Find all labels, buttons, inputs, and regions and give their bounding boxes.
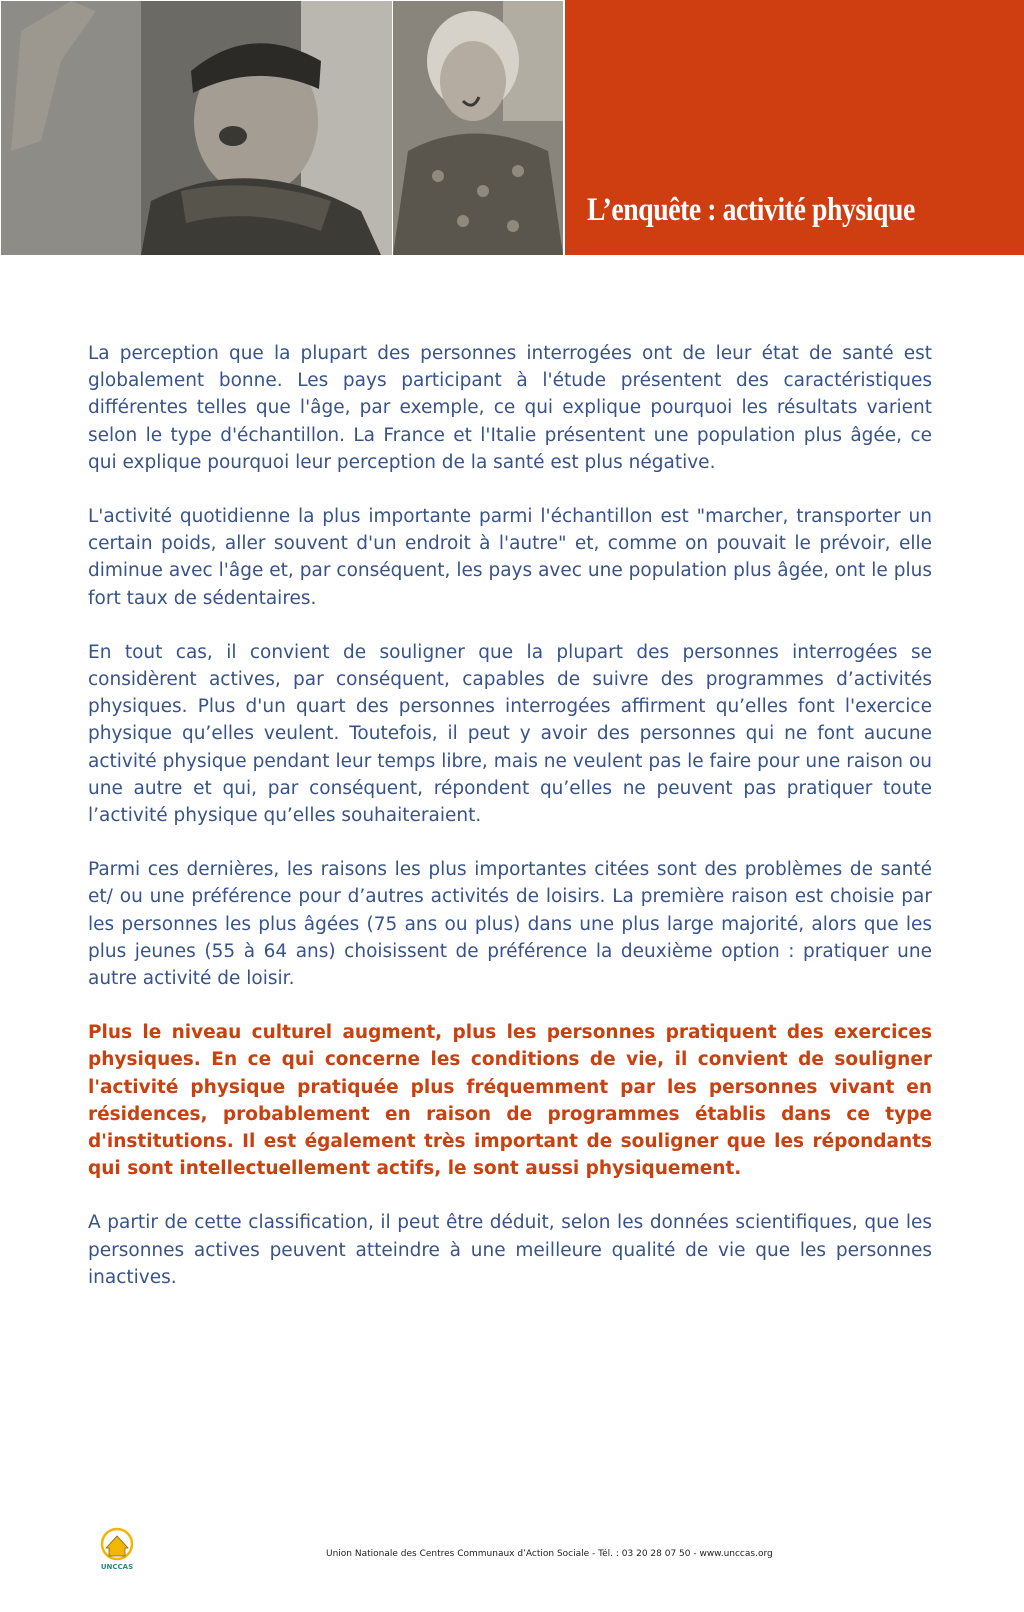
paragraph-daily-activity: L'activité quotidienne la plus importante parmi l'échantillon est "marcher, transporter un certain poids, aller souvent d'un endroit à l'autre" et, comme on pouvait le prévoir, elle diminue avec l'âge et, par conséquent, les pays avec une population plus âgée, ont le plus fort taux de sédentaires. <box>88 506 932 609</box>
paragraph-health-perception: La perception que la plupart des personnes interrogées ont de leur état de santé est globalement bonne. Les pays participant à l'étude présentent des caractéristiques différentes telles que l'âge, par exemple, ce qui explique pourquoi les résultats varient selon le type d'échantillon. La France et l'Italie présentent une population plus âgée, ce qui explique pourquoi leur perception de la santé est plus négative. <box>88 343 932 473</box>
unccas-logo <box>94 1527 140 1571</box>
article-body <box>88 340 932 1318</box>
page-header <box>0 0 1024 255</box>
unccas-logo-icon <box>94 1527 140 1571</box>
photo-elderly-woman <box>393 1 563 255</box>
paragraph-reasons: Parmi ces dernières, les raisons les plus importantes citées sont des problèmes de santé et/ ou une préférence pour d’autres activités de loisirs. La première raison est choisie par les personnes les plus âgées (75 ans ou plus) dans une plus large majorité, alors que les plus jeunes (55 à 64 ans) choisissent de préférence la deuxième option : pratiquer une autre activité de loisir. <box>88 859 932 990</box>
photo-elderly-man-illustration <box>1 1 392 255</box>
paragraph-highlight: Plus le niveau culturel augment, plus les personnes pratiquent des exercices physiques. En ce qui concerne les conditions de vie, il convient de souligner l'activité physique pratiquée plus fréquemment par les personnes vivant en résidences, probablement en raison de programmes établis dans ce type d'institutions. Il est également très important de souligner que les répondants qui sont intellectuellement actifs, le sont aussi physiquement. <box>88 1022 932 1180</box>
footer-contact: Union Nationale des Centres Communaux d’Action Sociale - Tél. : 03 20 28 07 50 - www.unccas.org <box>326 1549 773 1559</box>
logo-wordmark: UNCCAS <box>100 1563 134 1571</box>
paragraph-conclusion: A partir de cette classification, il peut être déduit, selon les données scientifiques, que les personnes actives peuvent atteindre à une meilleure qualité de vie que les personnes inactives. <box>88 1212 932 1288</box>
paragraph-active-respondents: En tout cas, il convient de souligner que la plupart des personnes interrogées se considèrent actives, par conséquent, capables de suivre des programmes d’activités physiques. Plus d'un quart des personnes interrogées affirment qu’elles font l'exercice physique qu’elles veulent. Toutefois, il peut y avoir des personnes qui ne font aucune activité physique pendant leur temps libre, mais ne veulent pas le faire pour une raison ou une autre et qui, par conséquent, répondent qu’elles ne peuvent pas pratiquer toute l’activité physique qu’elles souhaiteraient. <box>88 641 932 827</box>
photo-elderly-woman-illustration <box>393 1 563 255</box>
page-title: L’enquête : activité physique <box>587 192 915 228</box>
photo-elderly-man <box>1 1 392 255</box>
